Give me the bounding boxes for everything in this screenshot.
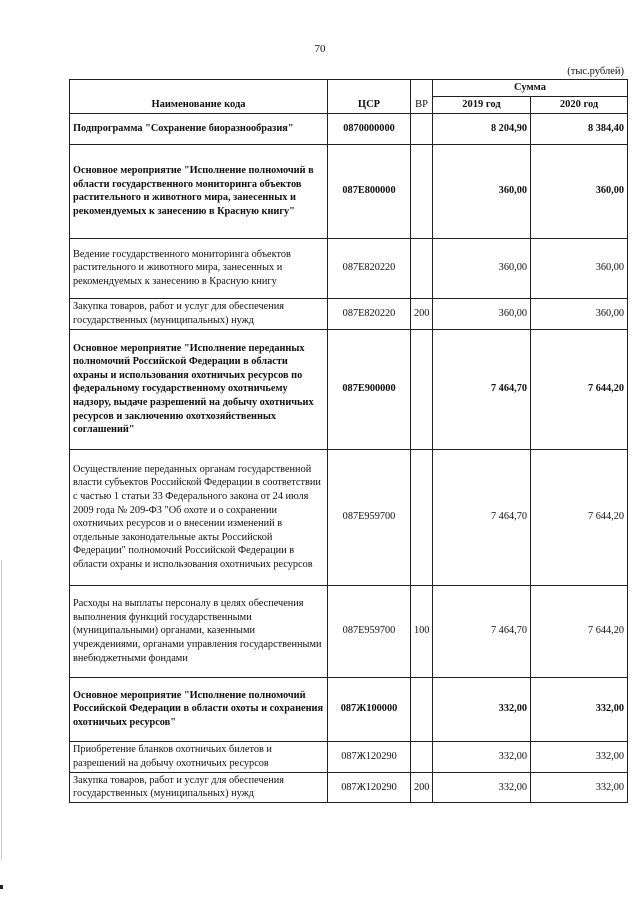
header-2019: 2019 год	[433, 96, 531, 113]
row-2019: 332,00	[433, 772, 531, 802]
row-csr: 087Ж100000	[328, 677, 411, 741]
table-row	[70, 238, 628, 298]
row-2020: 7 644,20	[531, 585, 628, 677]
row-2019: 332,00	[433, 741, 531, 772]
page-number: 70	[314, 43, 326, 55]
table-row	[70, 449, 628, 585]
units-label: (тыс.рублей)	[567, 66, 624, 77]
scan-edge-line	[1, 560, 2, 860]
row-2020: 7 644,20	[531, 329, 628, 449]
row-2020: 360,00	[531, 238, 628, 298]
row-2019: 360,00	[433, 144, 531, 238]
table-row	[70, 772, 628, 802]
row-2020: 332,00	[531, 741, 628, 772]
row-name: Осуществление переданных органам государственной власти субъектов Российской Федерации в соответствии с частью 1 статьи 33 Федерального закона от 24 июля 2009 года № 209-ФЗ "Об охоте и о сохранении охотничьих ресурсов и о внесении изменений в отдельные законодательные акты Российской Федерации" полномочий Российской Федерации в области охраны и использования охотничьих ресурсов	[70, 449, 328, 585]
row-csr: 0870000000	[328, 113, 411, 144]
row-2020: 360,00	[531, 298, 628, 329]
row-name: Ведение государственного мониторинга объектов растительного и животного мира, занесенных и рекомендуемых к занесению в Красную книгу	[70, 238, 328, 298]
header-csr: ЦСР	[328, 80, 411, 114]
row-vr	[411, 238, 433, 298]
row-name: Основное мероприятие "Исполнение полномочий Российской Федерации в области охоты и сохранения охотничьих ресурсов"	[70, 677, 328, 741]
header-2020: 2020 год	[531, 96, 628, 113]
row-2020: 332,00	[531, 677, 628, 741]
row-vr	[411, 113, 433, 144]
row-vr: 100	[411, 585, 433, 677]
row-2019: 7 464,70	[433, 449, 531, 585]
row-name: Закупка товаров, работ и услуг для обеспечения государственных (муниципальных) нужд	[70, 772, 328, 802]
table-row	[70, 144, 628, 238]
row-vr: 200	[411, 772, 433, 802]
row-2019: 360,00	[433, 238, 531, 298]
table-row	[70, 329, 628, 449]
header-name: Наименование кода	[70, 80, 328, 114]
row-csr: 087Е900000	[328, 329, 411, 449]
row-2020: 7 644,20	[531, 449, 628, 585]
budget-table	[69, 79, 628, 803]
table-row	[70, 113, 628, 144]
header-sum: Сумма	[433, 80, 628, 97]
row-csr: 087Е800000	[328, 144, 411, 238]
scan-edge-mark	[0, 885, 3, 889]
row-csr: 087Ж120290	[328, 772, 411, 802]
row-csr: 087Е820220	[328, 298, 411, 329]
row-2019: 332,00	[433, 677, 531, 741]
row-vr	[411, 144, 433, 238]
row-2020: 332,00	[531, 772, 628, 802]
row-csr: 087Ж120290	[328, 741, 411, 772]
header-row	[70, 80, 628, 97]
row-name: Основное мероприятие "Исполнение переданных полномочий Российской Федерации в области охраны и использования охотничьих ресурсов по федеральному государственному охотничьему надзору, выдаче разрешений на добычу охотничьих ресурсов и заключению охотхозяйственных соглашений"	[70, 329, 328, 449]
row-vr	[411, 741, 433, 772]
row-2019: 7 464,70	[433, 585, 531, 677]
row-name: Закупка товаров, работ и услуг для обеспечения государственных (муниципальных) нужд	[70, 298, 328, 329]
row-vr	[411, 329, 433, 449]
table-body	[70, 113, 628, 802]
header-vr: ВР	[411, 80, 433, 114]
row-2019: 7 464,70	[433, 329, 531, 449]
row-csr: 087Е959700	[328, 449, 411, 585]
table-row	[70, 585, 628, 677]
row-vr	[411, 449, 433, 585]
row-csr: 087Е959700	[328, 585, 411, 677]
row-csr: 087Е820220	[328, 238, 411, 298]
table-row	[70, 298, 628, 329]
row-vr: 200	[411, 298, 433, 329]
row-2019: 8 204,90	[433, 113, 531, 144]
row-2019: 360,00	[433, 298, 531, 329]
table-row	[70, 677, 628, 741]
row-name: Приобретение бланков охотничьих билетов и разрешений на добычу охотничьих ресурсов	[70, 741, 328, 772]
row-name: Расходы на выплаты персоналу в целях обеспечения выполнения функций государственными (муниципальными) органами, казенными учреждениями, органами управления государственными внебюджетными фондами	[70, 585, 328, 677]
row-2020: 8 384,40	[531, 113, 628, 144]
row-name: Основное мероприятие "Исполнение полномочий в области государственного мониторинга объектов растительного и животного мира, занесенных и рекомендуемых к занесению в Красную книгу"	[70, 144, 328, 238]
row-vr	[411, 677, 433, 741]
row-name: Подпрограмма "Сохранение биоразнообразия"	[70, 113, 328, 144]
row-2020: 360,00	[531, 144, 628, 238]
table-row	[70, 741, 628, 772]
